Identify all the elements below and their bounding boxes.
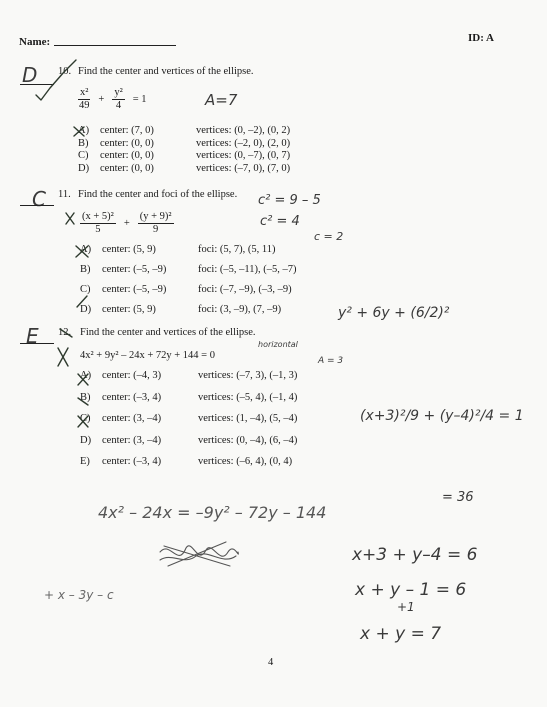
scratch-line-3: x + y – 1 = 6 (355, 580, 467, 600)
scratch-line-6: + x – 3y – c (44, 588, 114, 602)
q11-choice-a[interactable]: A) center: (5, 9) foci: (5, 7), (5, 11) (80, 244, 276, 255)
q12-prompt: Find the center and vertices of the ellipse. (80, 327, 256, 338)
q10-prompt: Find the center and vertices of the ellipse. (78, 66, 254, 77)
q11-written-answer: C (32, 187, 46, 211)
q10-choice-d[interactable]: D) center: (0, 0) vertices: (–7, 0), (7, 0) (78, 162, 291, 174)
scratch-line-2: x+3 + y–4 = 6 (352, 545, 478, 565)
q12-written-answer: E (26, 324, 39, 348)
q12-cross (58, 348, 68, 366)
q10-number: 10. (58, 66, 72, 77)
q12-note-complete-square: y² + 6y + (6/2)² (338, 305, 450, 321)
q10-check-mark (36, 60, 76, 100)
q10-note: A=7 (205, 91, 238, 109)
scratch-line-4: +1 (397, 600, 415, 614)
q11-choice-c[interactable]: C) center: (–5, –9) foci: (–7, –9), (–3, –9) (80, 284, 292, 295)
q11-term2: $\frac{\text{(y + 9)²}}{9}$ (139, 211, 172, 235)
q11-choice-a-cross (76, 246, 88, 257)
q12-choice-c[interactable]: C) center: (3, –4) vertices: (1, –4), (5, –4) (80, 413, 298, 424)
q10-written-answer: D (22, 63, 38, 87)
q12-number: 12. (58, 327, 72, 338)
q12-choice-e[interactable]: E) center: (–3, 4) vertices: (–6, 4), (0, 4) (80, 456, 293, 467)
q11-number: 11. (58, 189, 71, 200)
q10-term2: $\frac{\text{y²}}{4}$ (114, 87, 123, 111)
q12-choice-c-cross (78, 416, 88, 427)
q10-choice-a-cross (74, 127, 84, 136)
q12-note-horizontal: horizontal (258, 340, 298, 349)
name-label: Name: (19, 36, 51, 48)
q11-note-2: c² = 4 (260, 214, 300, 229)
scratch-line-5: x + y = 7 (360, 624, 442, 644)
q10-choice-b[interactable]: B) center: (0, 0) vertices: (–2, 0), (2, 0) (78, 137, 291, 149)
q11-choice-b[interactable]: B) center: (–5, –9) foci: (–5, –11), (–5, –7) (80, 264, 297, 275)
q11-term1: $\frac{\text{(x + 5)²}}{5}$ (82, 211, 114, 235)
q10-equation: $\frac{\text{x²}}{49}$ + $\frac{\text{y²}}{4}$ = 1 (78, 87, 147, 111)
q11-prompt: Find the center and foci of the ellipse. (78, 189, 238, 200)
scratch-line-1: 4x² – 24x = –9y² – 72y – 144 (98, 503, 327, 522)
q12-note-36: = 36 (442, 490, 474, 505)
q12-choice-d[interactable]: D) center: (3, –4) vertices: (0, –4), (6, –4) (80, 434, 298, 446)
page-number: 4 (268, 657, 274, 668)
scribble (160, 542, 238, 566)
q12-choice-a-cross (78, 374, 88, 385)
q11-note-1: c² = 9 – 5 (258, 193, 321, 208)
q10-choice-c[interactable]: C) center: (0, 0) vertices: (0, –7), (0, 7) (78, 150, 291, 161)
q12-choice-a[interactable]: A) center: (–4, 3) vertices: (–7, 3), (–1, 3) (80, 370, 298, 381)
q12-note-standard-form: (x+3)²/9 + (y–4)²/4 = 1 (360, 408, 524, 424)
q12-number-cross (60, 329, 72, 337)
q12-choice-b-cross (78, 398, 88, 405)
q12-choice-b[interactable]: B) center: (–3, 4) vertices: (–5, 4), (–1, 4) (80, 391, 298, 403)
q11-choice-d-cross (77, 296, 87, 307)
q11-choice-d[interactable]: D) center: (5, 9) foci: (3, –9), (7, –9) (80, 304, 282, 315)
q11-equation: $\frac{\text{(x + 5)²}}{5}$ + $\frac{\text{(y + 9)²}}{9}$ (82, 211, 172, 235)
q11-cross (66, 213, 74, 224)
q12-equation: 4x² + 9y² – 24x + 72y + 144 = 0 (80, 350, 215, 361)
q11-note-3: c = 2 (314, 230, 344, 243)
q10-choice-a[interactable]: A) center: (7, 0) vertices: (0, –2), (0, 2) (78, 125, 291, 136)
id-label: ID: A (468, 32, 494, 44)
q12-note-a: A = 3 (318, 356, 344, 366)
q10-term1: $\frac{\text{x²}}{49}$ (78, 87, 90, 111)
